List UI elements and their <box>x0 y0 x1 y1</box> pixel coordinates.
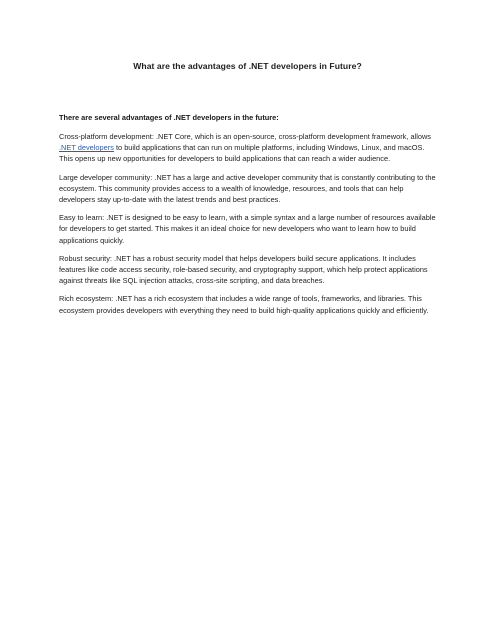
paragraph-rich-ecosystem: Rich ecosystem: .NET has a rich ecosystem that includes a wide range of tools, frameworks, and libraries. This ecosystem provides developers with everything they need to build high-quality applications quickly and efficiently. <box>59 294 429 315</box>
net-developers-link[interactable]: .NET developers <box>59 143 114 153</box>
document-title: What are the advantages of .NET developers in Future? <box>133 61 362 71</box>
document-body <box>59 113 439 323</box>
paragraph-text-before-link: Cross-platform development: .NET Core, which is an open-source, cross-platform development framework, allows <box>59 132 432 141</box>
paragraph-cross-platform <box>59 131 439 165</box>
section-heading: There are several advantages of .NET developers in the future: <box>59 113 279 122</box>
paragraph-text-after-link: to build applications that can run on multiple platforms, including Windows, Linux, and macOS. This opens up new opportunities for developers to build applications that can reach a wider audience. <box>59 143 425 164</box>
paragraph-robust-security: Robust security: .NET has a robust security model that helps developers build secure applications. It includes features like code access security, role-based security, and cryptography support, which help protect applications against threats like SQL injection attacks, cross-site scripting, and data breaches. <box>59 253 428 286</box>
paragraph-developer-community: Large developer community: .NET has a large and active developer community that is constantly contributing to the ecosystem. This community provides access to a wealth of knowledge, resources, and tools that can help developers stay up-to-date with the latest trends and best practices. <box>59 172 436 205</box>
paragraph-easy-to-learn: Easy to learn: .NET is designed to be easy to learn, with a simple syntax and a large number of resources available for developers to get started. This makes it an ideal choice for new developers who want to learn how to build applications quickly. <box>59 213 436 245</box>
